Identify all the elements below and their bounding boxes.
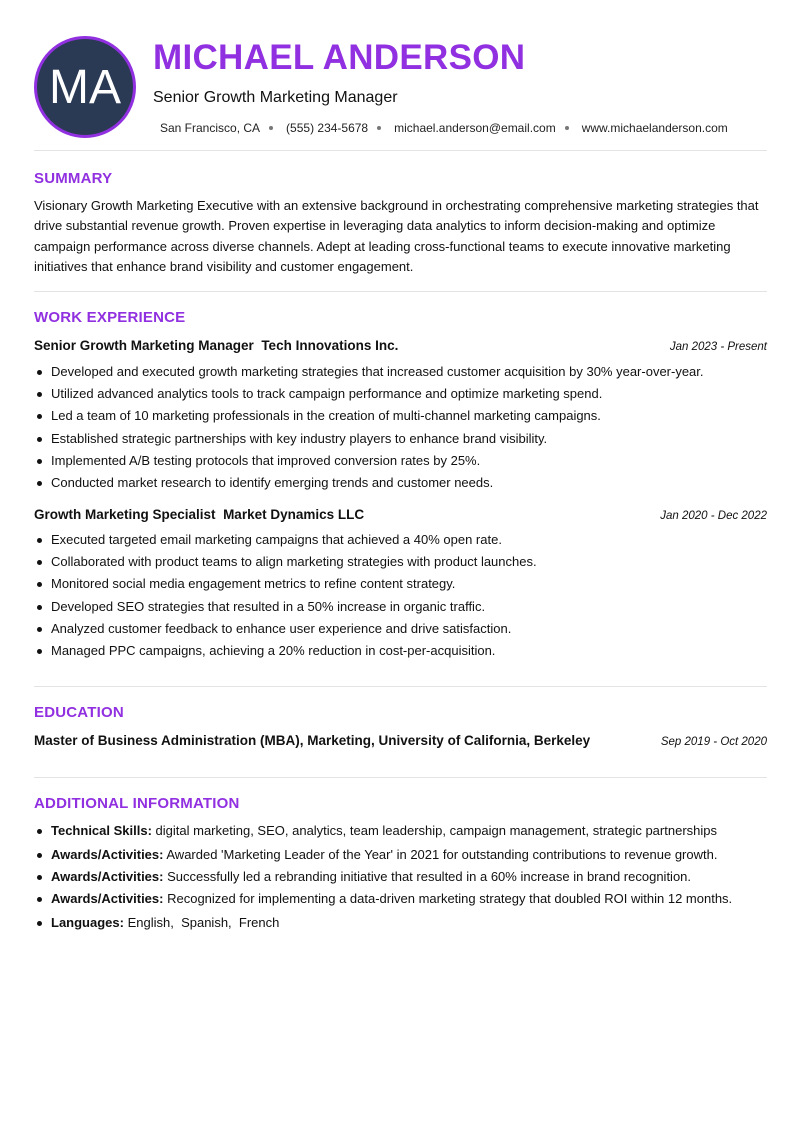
separator-dot: [565, 126, 569, 130]
summary-text: Visionary Growth Marketing Executive with an extensive background in orchestrating comprehensive marketing strategies that drive substantial revenue growth. Proven expertise in leveraging data analytics to inform decision-making and optimize campaign performance across diverse channels. Adept at leading cross-functional teams to execute innovative marketing initiatives that enhance brand visibility and customer engagement.: [34, 198, 759, 274]
divider: [34, 686, 767, 687]
contact-line: [160, 121, 728, 135]
job-header: [34, 338, 767, 353]
item-text: Awarded 'Marketing Leader of the Year' in 2021 for outstanding contributions to revenue growth.: [166, 847, 718, 862]
candidate-name: MICHAEL ANDERSON: [153, 38, 526, 77]
list-item: Developed SEO strategies that resulted in a 50% increase in organic traffic.: [34, 597, 767, 619]
list-item: Led a team of 10 marketing professionals in the creation of multi-channel marketing campaigns.: [34, 406, 767, 428]
item-label: Awards/Activities:: [51, 847, 164, 862]
separator-dot: [269, 126, 273, 130]
list-item: [34, 845, 767, 865]
job-dates: Jan 2023 - Present: [669, 341, 767, 353]
job-company: Market Dynamics LLC: [223, 507, 365, 522]
summary-heading: SUMMARY: [34, 170, 113, 187]
item-label: Awards/Activities:: [51, 869, 164, 884]
avatar-initials: MA: [49, 60, 121, 114]
contact-phone: (555) 234-5678: [286, 121, 369, 135]
list-item: Established strategic partnerships with key industry players to enhance brand visibility.: [34, 429, 767, 451]
list-item: Analyzed customer feedback to enhance user experience and drive satisfaction.: [34, 619, 767, 641]
candidate-title: Senior Growth Marketing Manager: [153, 89, 398, 106]
item-text: Successfully led a rebranding initiative that resulted in a 60% increase in brand recognition.: [167, 869, 692, 884]
item-label: Technical Skills:: [51, 823, 152, 838]
job-role-company: [34, 507, 364, 522]
contact-website[interactable]: www.michaelanderson.com: [581, 121, 728, 135]
contact-email[interactable]: michael.anderson@email.com: [394, 121, 556, 135]
list-item: Managed PPC campaigns, achieving a 20% reduction in cost-per-acquisition.: [34, 641, 767, 663]
list-item: Developed and executed growth marketing strategies that increased customer acquisition by 30% year-over-year.: [34, 362, 767, 384]
separator-dot: [377, 126, 381, 130]
list-item: Monitored social media engagement metrics to refine content strategy.: [34, 574, 767, 596]
list-item: [34, 913, 767, 933]
degree: Master of Business Administration (MBA), Marketing, University of California, Berkeley: [34, 733, 591, 748]
list-item: Executed targeted email marketing campaigns that achieved a 40% open rate.: [34, 530, 767, 552]
additional-info-heading: ADDITIONAL INFORMATION: [34, 795, 240, 812]
item-text: digital marketing, SEO, analytics, team leadership, campaign management, strategic partnerships: [155, 823, 717, 838]
item-text: English, Spanish, French: [127, 915, 280, 930]
job-company: Tech Innovations Inc.: [261, 338, 399, 353]
item-text: Recognized for implementing a data-driven marketing strategy that doubled ROI within 12 months.: [167, 891, 733, 906]
education-entry: [34, 733, 767, 748]
job-bullets: [34, 362, 767, 495]
work-experience-heading: WORK EXPERIENCE: [34, 309, 186, 326]
job-bullets: [34, 530, 767, 663]
job-header: [34, 507, 767, 522]
list-item: [34, 867, 767, 887]
additional-info-list: [34, 821, 767, 935]
education-heading: EDUCATION: [34, 704, 124, 721]
list-item: [34, 889, 767, 909]
contact-location: San Francisco, CA: [160, 121, 261, 135]
list-item: Collaborated with product teams to align marketing strategies with product launches.: [34, 552, 767, 574]
divider: [34, 150, 767, 151]
job-role: Growth Marketing Specialist: [34, 507, 216, 522]
item-label: Languages:: [51, 915, 124, 930]
list-item: Utilized advanced analytics tools to track campaign performance and optimize marketing spend.: [34, 384, 767, 406]
list-item: [34, 821, 767, 841]
avatar: [34, 36, 136, 138]
list-item: Conducted market research to identify emerging trends and customer needs.: [34, 473, 767, 495]
job-dates: Jan 2020 - Dec 2022: [660, 510, 767, 522]
list-item: Implemented A/B testing protocols that improved conversion rates by 25%.: [34, 451, 767, 473]
divider: [34, 291, 767, 292]
education-dates: Sep 2019 - Oct 2020: [660, 736, 767, 748]
job-role: Senior Growth Marketing Manager: [34, 338, 254, 353]
item-label: Awards/Activities:: [51, 891, 164, 906]
job-role-company: [34, 338, 398, 353]
divider: [34, 777, 767, 778]
